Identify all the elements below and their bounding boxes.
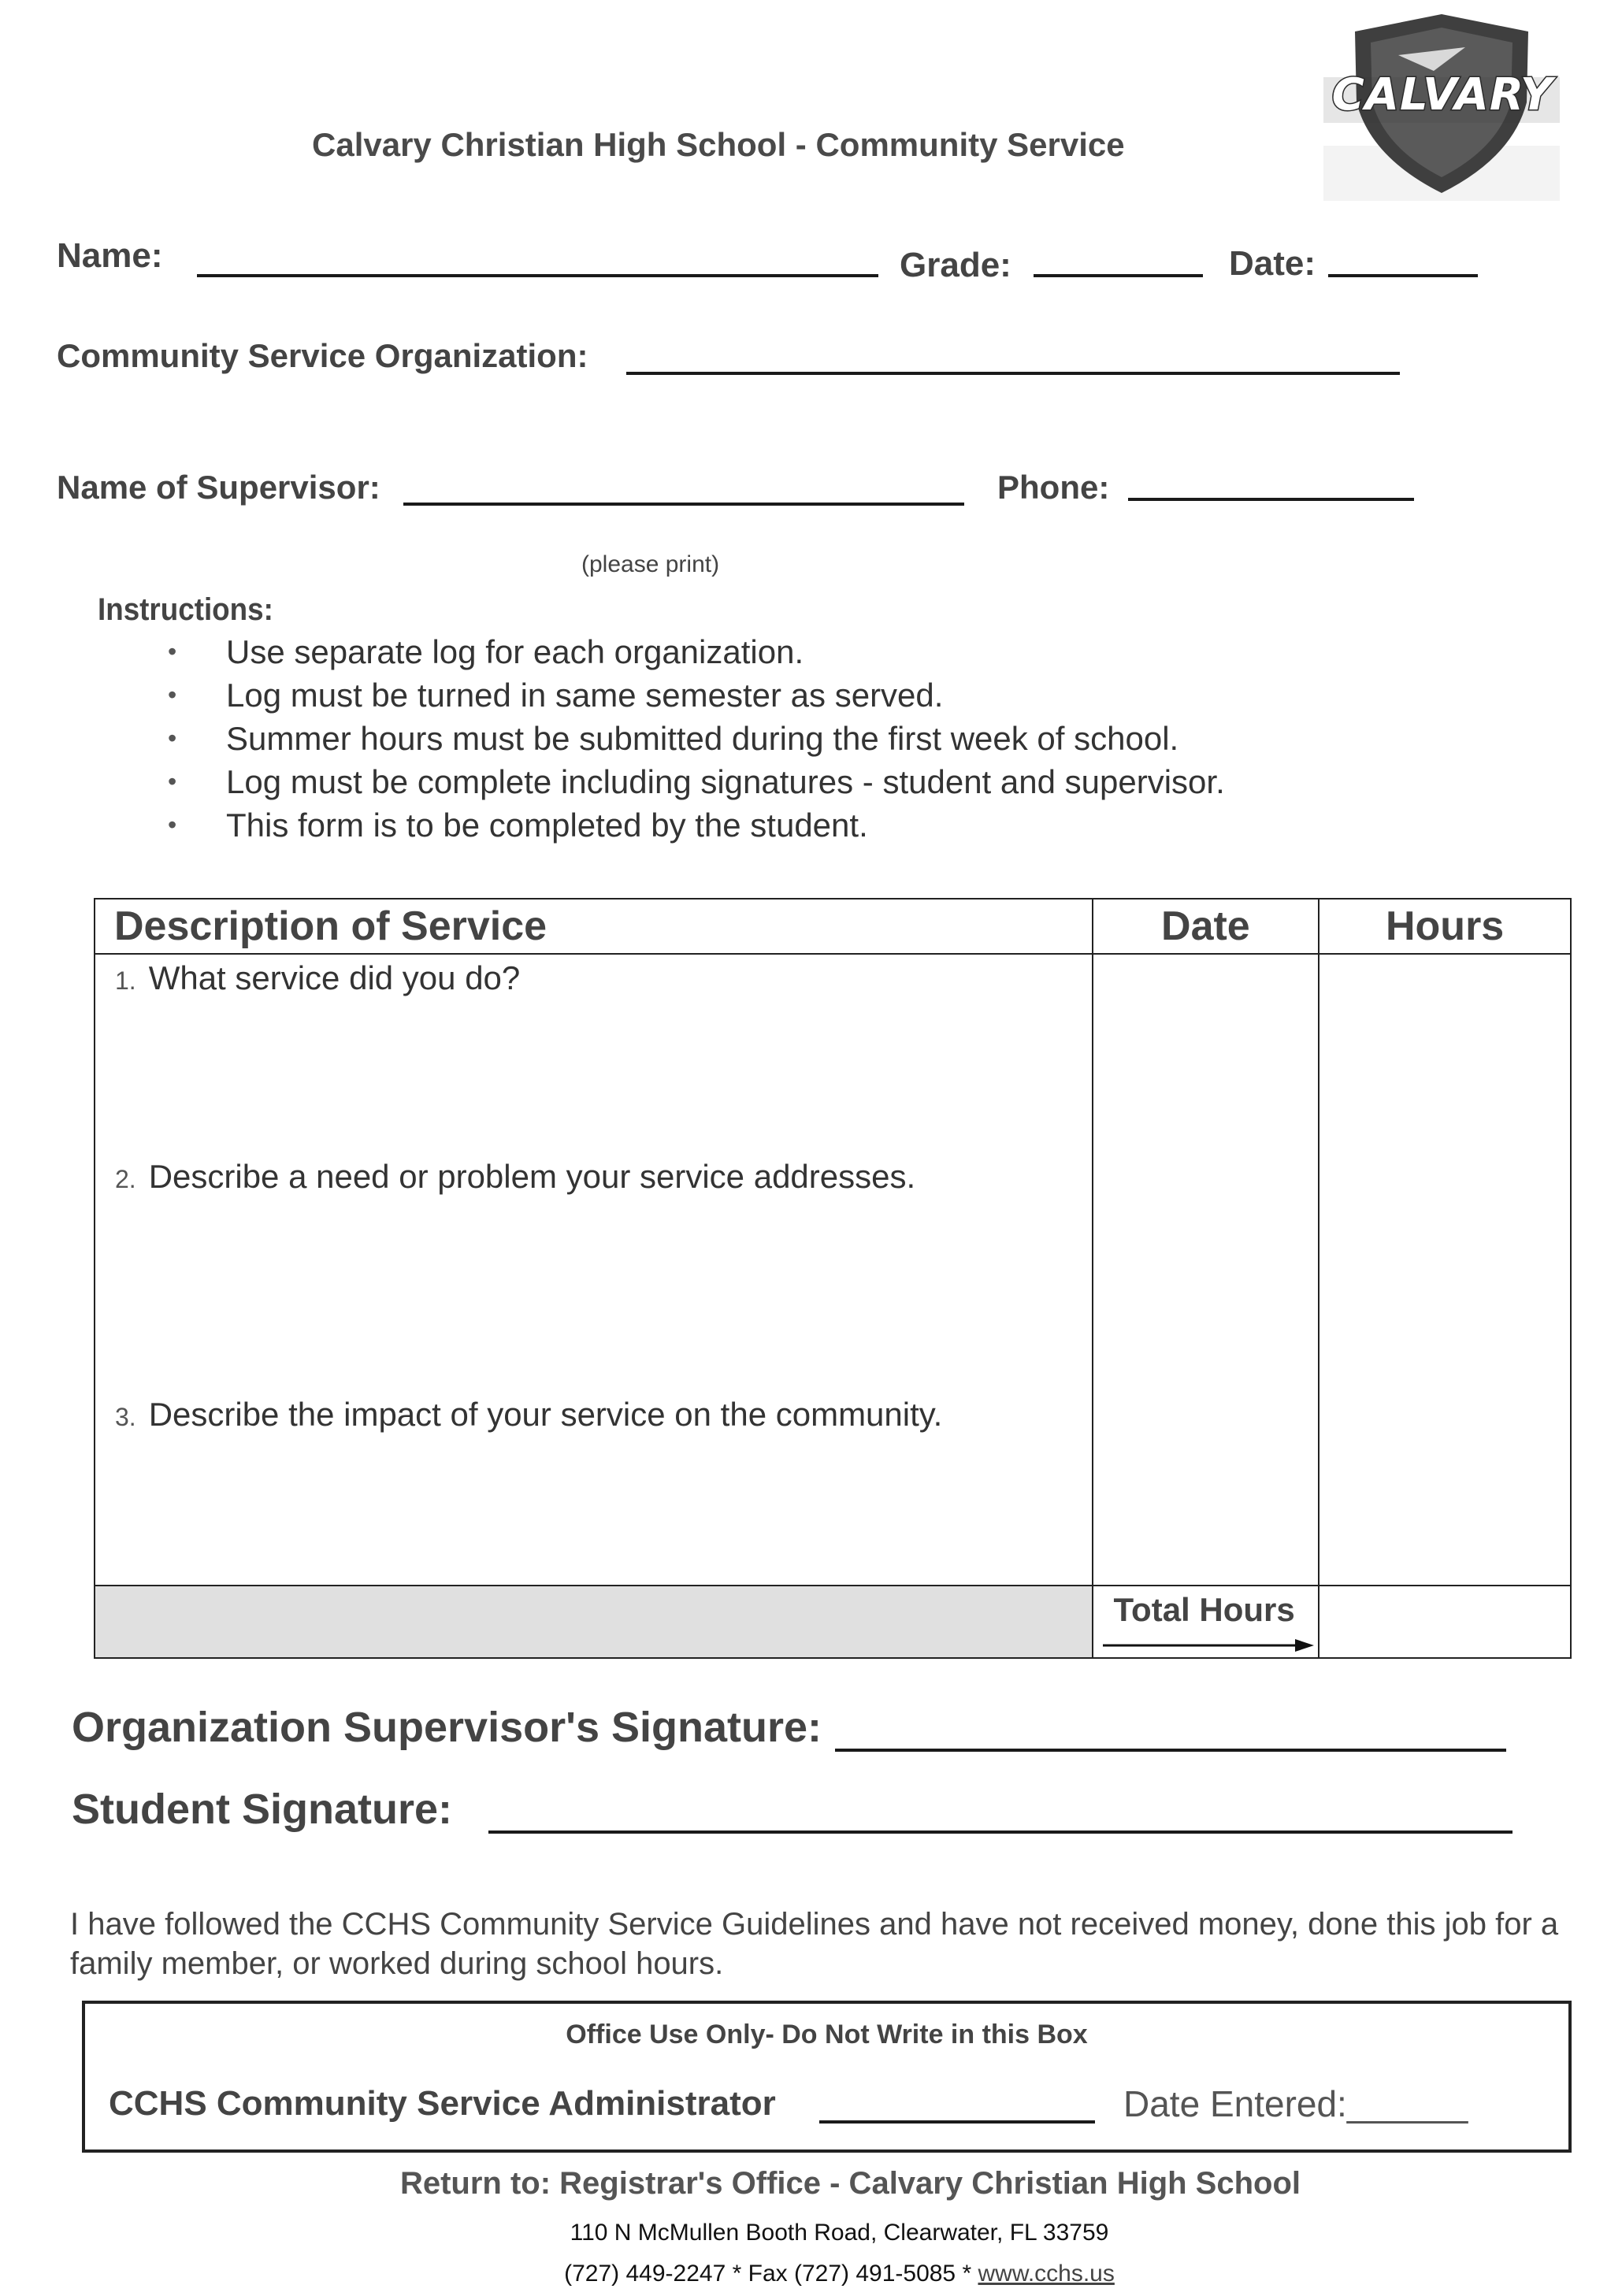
arrow-right-icon — [1103, 1638, 1314, 1652]
form-title: Calvary Christian High School - Community Service — [312, 126, 1125, 163]
office-use-box — [82, 2001, 1572, 2153]
description-header: Description of Service — [95, 899, 1093, 954]
student-signature-field[interactable] — [488, 1830, 1513, 1834]
school-logo — [1323, 8, 1560, 201]
question-3: 3. Describe the impact of your service on the community. — [115, 1396, 943, 1433]
name-field[interactable] — [197, 274, 878, 277]
date-entered-label: Date Entered:______ — [1123, 2083, 1468, 2124]
supervisor-field[interactable] — [403, 503, 964, 506]
hours-cell[interactable] — [1319, 954, 1571, 1586]
date-cell[interactable] — [1093, 954, 1319, 1586]
office-use-title: Office Use Only- Do Not Write in this Box — [566, 2020, 1088, 2049]
organization-label: Community Service Organization: — [57, 337, 588, 374]
table-row — [95, 954, 1571, 1586]
admin-label: CCHS Community Service Administrator — [109, 2084, 776, 2123]
phone-field[interactable] — [1128, 498, 1414, 501]
total-row — [95, 1586, 1571, 1658]
table-header-row — [95, 899, 1571, 954]
organization-field[interactable] — [626, 372, 1400, 375]
supervisor-label: Name of Supervisor: — [57, 469, 380, 506]
admin-field[interactable] — [819, 2120, 1095, 2124]
website-link[interactable]: www.cchs.us — [978, 2261, 1115, 2287]
contact-line — [28, 2261, 1622, 2287]
date-field[interactable] — [1328, 274, 1478, 277]
address: 110 N McMullen Booth Road, Clearwater, FL 33759 — [570, 2220, 1109, 2246]
description-cell[interactable] — [95, 954, 1093, 1586]
service-log-table — [94, 898, 1572, 1659]
total-hours-label-cell — [1093, 1586, 1319, 1658]
student-signature-label: Student Signature: — [72, 1786, 452, 1833]
grade-label: Grade: — [900, 246, 1011, 284]
guidelines-statement: I have followed the CCHS Community Service Guidelines and have not received money, done this job for a family member, or worked during school hours. — [70, 1907, 1559, 1981]
date-header: Date — [1093, 899, 1319, 954]
logo-text: CALVARY — [1331, 69, 1553, 121]
hours-header: Hours — [1319, 899, 1571, 954]
return-to: Return to: Registrar's Office - Calvary Christian High School — [399, 2166, 1301, 2201]
name-label: Name: — [57, 236, 163, 275]
date-label: Date: — [1229, 244, 1316, 283]
instructions-heading: Instructions: — [98, 592, 273, 627]
please-print-note: (please print) — [581, 551, 720, 577]
supervisor-signature-label: Organization Supervisor's Signature: — [72, 1704, 822, 1751]
total-hours-label: Total Hours — [1113, 1591, 1295, 1628]
question-1: 1. What service did you do? — [115, 959, 521, 996]
total-shaded-cell — [95, 1586, 1093, 1658]
phone-label: Phone: — [997, 469, 1110, 506]
supervisor-signature-field[interactable] — [835, 1749, 1506, 1752]
total-hours-value-cell[interactable] — [1319, 1586, 1571, 1658]
phone-fax: (727) 449-2247 * Fax (727) 491-5085 * — [564, 2261, 972, 2287]
grade-field[interactable] — [1034, 274, 1203, 277]
question-2: 2. Describe a need or problem your service addresses. — [115, 1158, 916, 1195]
